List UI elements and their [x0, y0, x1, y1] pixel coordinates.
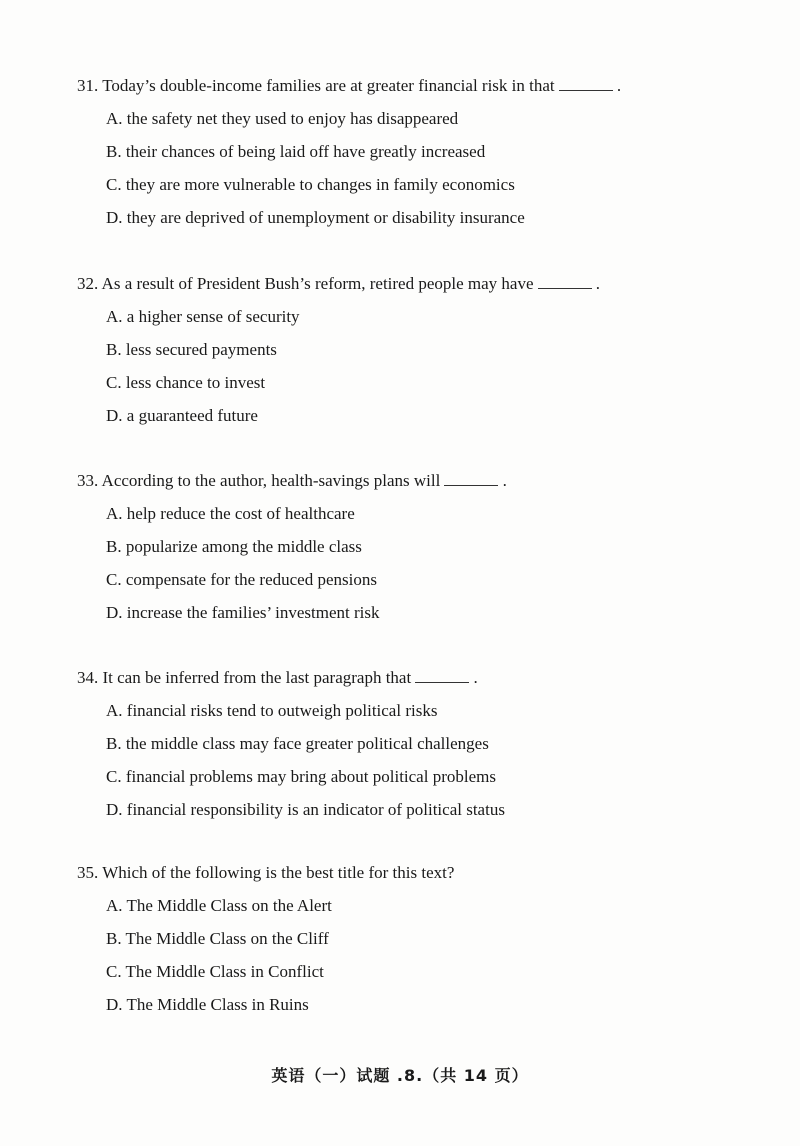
option-d: D. The Middle Class in Ruins — [106, 995, 309, 1014]
option-list — [77, 109, 737, 228]
answer-blank — [444, 471, 498, 486]
option-d: D. a guaranteed future — [106, 406, 258, 425]
option-d: D. financial responsibility is an indicator of political status — [106, 800, 505, 819]
option-c: C. The Middle Class in Conflict — [106, 962, 324, 981]
question-stem: 35. Which of the following is the best title for this text? — [77, 863, 455, 882]
option-list — [77, 701, 737, 820]
option-c: C. less chance to invest — [106, 373, 266, 392]
option-b: B. less secured payments — [106, 340, 277, 359]
page-footer: 英语（一）试题 .8.（共 14 页） — [271, 1066, 529, 1085]
option-list — [77, 307, 737, 426]
option-b: B. the middle class may face greater political challenges — [106, 734, 489, 753]
option-a: A. a higher sense of security — [106, 307, 300, 326]
option-c: C. compensate for the reduced pensions — [106, 570, 377, 589]
option-a: A. the safety net they used to enjoy has disappeared — [106, 109, 459, 128]
answer-blank — [415, 668, 469, 683]
question-31 — [77, 76, 737, 228]
option-list — [77, 896, 737, 1015]
option-b: B. The Middle Class on the Cliff — [106, 929, 329, 948]
question-35 — [77, 863, 737, 1015]
option-a: A. The Middle Class on the Alert — [106, 896, 332, 915]
option-d: D. they are deprived of unemployment or disability insurance — [106, 208, 525, 227]
question-stem: 33. According to the author, health-savings plans will . — [77, 471, 507, 490]
option-a: A. help reduce the cost of healthcare — [106, 504, 355, 523]
question-stem: 31. Today’s double-income families are at greater financial risk in that . — [77, 76, 622, 95]
question-32 — [77, 274, 737, 426]
option-d: D. increase the families’ investment risk — [106, 603, 380, 622]
question-34 — [77, 668, 737, 820]
option-b: B. their chances of being laid off have greatly increased — [106, 142, 486, 161]
question-stem: 32. As a result of President Bush’s reform, retired people may have . — [77, 274, 601, 293]
option-c: C. financial problems may bring about political problems — [106, 767, 496, 786]
question-stem: 34. It can be inferred from the last paragraph that . — [77, 668, 478, 687]
option-c: C. they are more vulnerable to changes in family economics — [106, 175, 515, 194]
option-list — [77, 504, 737, 623]
answer-blank — [559, 76, 613, 91]
answer-blank — [538, 274, 592, 289]
option-b: B. popularize among the middle class — [106, 537, 362, 556]
option-a: A. financial risks tend to outweigh political risks — [106, 701, 438, 720]
question-33 — [77, 471, 737, 623]
